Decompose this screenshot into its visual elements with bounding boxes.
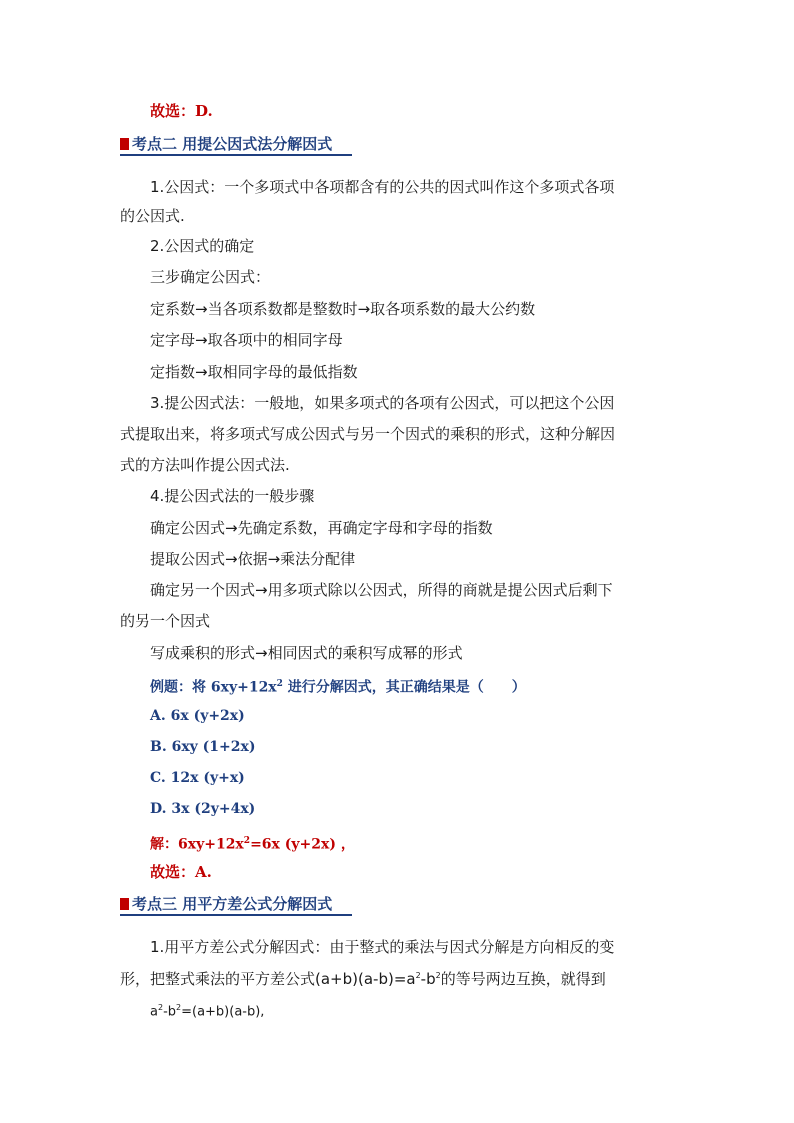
- paragraph: 确定公因式→先确定系数，再确定字母和字母的指数: [150, 519, 493, 537]
- paragraph: 定系数→当各项系数都是整数时→取各项系数的最大公约数: [150, 300, 536, 318]
- paragraph: 定指数→取相同字母的最低指数: [150, 363, 358, 381]
- section-heading-3: [120, 893, 332, 915]
- paragraph: 1.公因式：一个多项式中各项都含有的公共的因式叫作这个多项式各项: [150, 178, 615, 196]
- paragraph: 式提取出来，将多项式写成公因式与另一个因式的乘积的形式，这种分解因: [120, 425, 616, 443]
- paragraph: 4.提公因式法的一般步骤: [150, 487, 315, 505]
- paragraph: 确定另一个因式→用多项式除以公因式，所得的商就是提公因式后剩下: [150, 581, 613, 599]
- section-heading-text: 考点三 用平方差公式分解因式: [132, 895, 333, 913]
- heading-underline: [120, 914, 352, 916]
- top-answer: 故选：D.: [150, 102, 213, 120]
- heading-marker-icon: [120, 138, 129, 150]
- option-a: A. 6x (y+2x): [150, 708, 245, 724]
- answer: 故选：A.: [150, 863, 212, 881]
- solution: 解：$6xy+12x^2=6x$ (y+2x) ，: [150, 836, 355, 853]
- paragraph: 形，把整式乘法的平方差公式$(a+b)(a-b)=a^2-b^2$的等号两边互换，就得到: [120, 970, 606, 988]
- example-question: 例题：将 $6xy+12x^2$ 进行分解因式，其正确结果是（ ）: [150, 679, 526, 696]
- heading-marker-icon: [120, 898, 129, 910]
- heading-underline: [120, 154, 352, 156]
- paragraph: 提取公因式→依据→乘法分配律: [150, 550, 356, 568]
- option-c: C. 12x (y+x): [150, 770, 245, 786]
- paragraph: 2.公因式的确定: [150, 237, 255, 255]
- paragraph: 三步确定公因式：: [150, 268, 271, 286]
- paragraph: 的公因式.: [120, 207, 185, 225]
- paragraph: 写成乘积的形式→相同因式的乘积写成幂的形式: [150, 644, 463, 662]
- paragraph: 3.提公因式法：一般地，如果多项式的各项有公因式，可以把这个公因: [150, 394, 615, 412]
- section-heading-2: [120, 133, 332, 155]
- option-b: B. 6xy (1+2x): [150, 739, 256, 755]
- paragraph: 定字母→取各项中的相同字母: [150, 331, 343, 349]
- paragraph: 1.用平方差公式分解因式：由于整式的乘法与因式分解是方向相反的变: [150, 938, 615, 956]
- paragraph: 的另一个因式: [120, 612, 211, 630]
- section-heading-text: 考点二 用提公因式法分解因式: [132, 135, 333, 153]
- paragraph: 式的方法叫作提公因式法.: [120, 456, 290, 474]
- formula-line: $a^2-b^2=(a+b)(a-b)$,: [150, 1003, 265, 1020]
- option-d: D. 3x (2y+4x): [150, 801, 256, 817]
